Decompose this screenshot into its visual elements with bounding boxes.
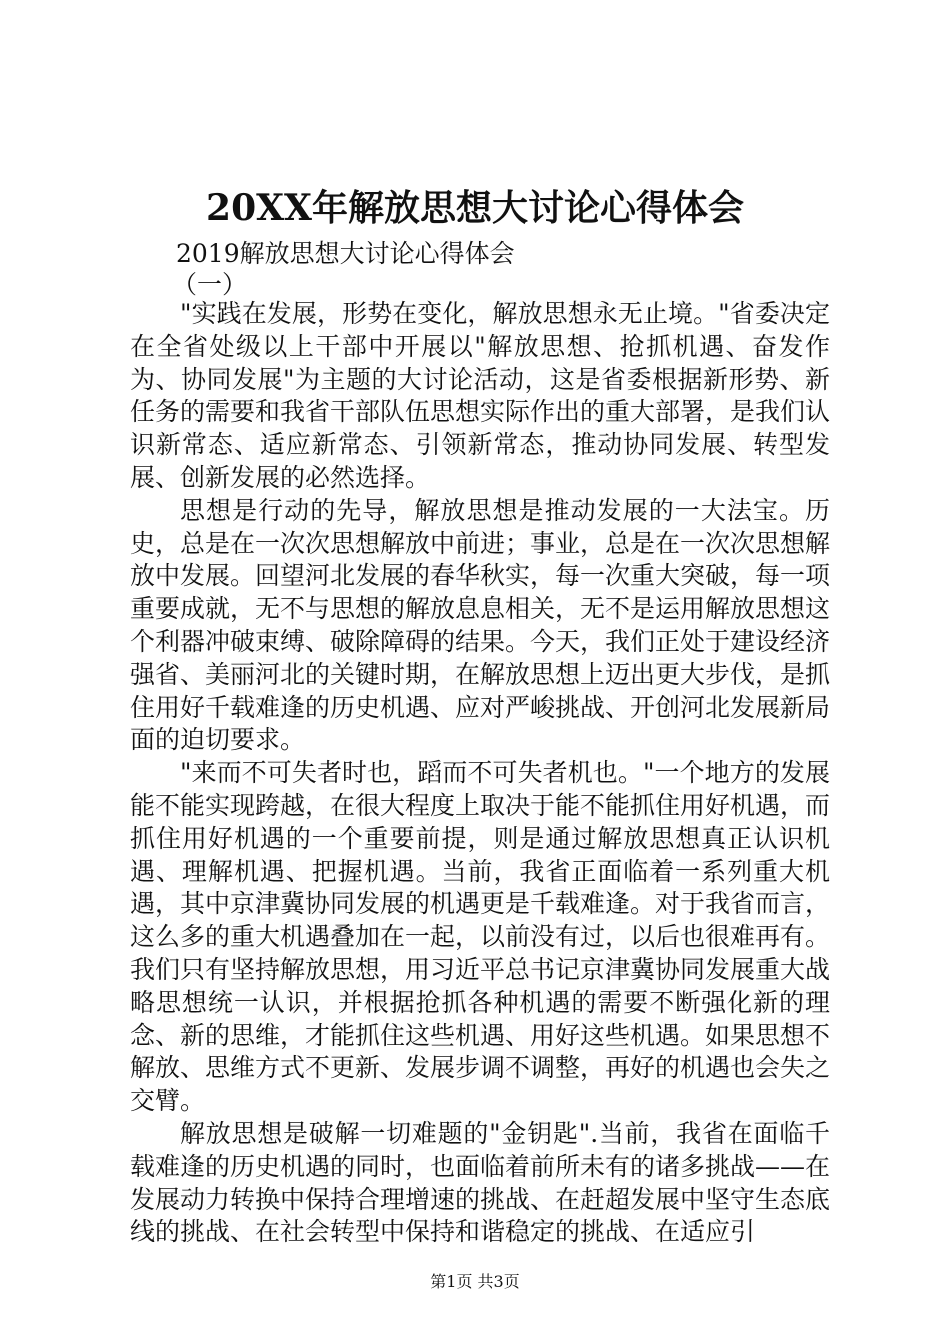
document-title: 20XX年解放思想大讨论心得体会: [206, 187, 744, 229]
body-text: [130, 298, 830, 1249]
paragraph-2: 思想是行动的先导，解放思想是推动发展的一大法宝。历史，总是在一次次思想解放中前进；事业，总是在一次次思想解放中发展。回望河北发展的春华秋实，每一次重大突破，每一项重要成就，无不与思想的解放息息相关，无不是运用解放思想这个利器冲破束缚、破除障碍的结果。今天，我们正处于建设经济强省、美丽河北的关键时期，在解放思想上迈出更大步伐，是抓住用好千载难逢的历史机遇、应对严峻挑战、开创河北发展新局面的迫切要求。: [130, 495, 831, 755]
section-marker: （一）: [172, 270, 248, 299]
page-footer: 第1页 共3页: [430, 1272, 520, 1291]
paragraph-1: "实践在发展，形势在变化，解放思想永无止境。"省委决定在全省处级以上干部中开展以"解放思想、抢抓机遇、奋发作为、协同发展"为主题的大讨论活动，这是省委根据新形势、新任务的需要和我省干部队伍思想实际作出的重大部署，是我们认识新常态、适应新常态、引领新常态，推动协同发展、转型发展、创新发展的必然选择。: [130, 299, 831, 492]
paragraph-4: 解放思想是破解一切难题的"金钥匙".当前，我省在面临千载难逢的历史机遇的同时，也面临着前所未有的诸多挑战——在发展动力转换中保持合理增速的挑战、在赶超发展中坚守生态底线的挑战、在社会转型中保持和谐稳定的挑战、在适应引: [130, 1118, 831, 1247]
paragraph-3: "来而不可失者时也，蹈而不可失者机也。"一个地方的发展能不能实现跨越，在很大程度上取决于能不能抓住用好机遇，而抓住用好机遇的一个重要前提，则是通过解放思想真正认识机遇、理解机遇、把握机遇。当前，我省正面临着一系列重大机遇，其中京津冀协同发展的机遇更是千载难逢。对于我省而言，这么多的重大机遇叠加在一起，以前没有过，以后也很难再有。我们只有坚持解放思想，用习近平总书记京津冀协同发展重大战略思想统一认识，并根据抢抓各种机遇的需要不断强化新的理念、新的思维，才能抓住这些机遇、用好这些机遇。如果思想不解放、思维方式不更新、发展步调不调整，再好的机遇也会失之交臂。: [130, 758, 831, 1116]
document-subtitle: 2019解放思想大讨论心得体会: [176, 239, 515, 268]
